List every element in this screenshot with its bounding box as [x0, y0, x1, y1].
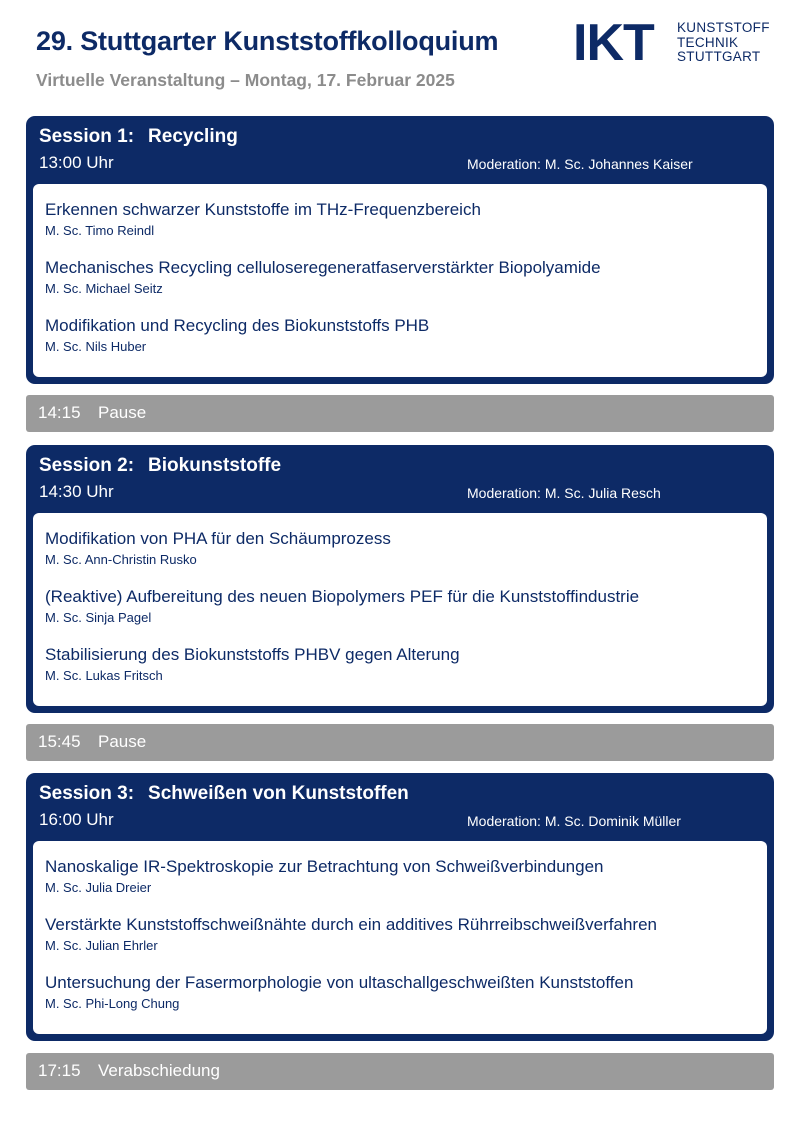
logo-line: TECHNIK	[677, 34, 739, 50]
break-time: 14:15	[38, 403, 81, 422]
talk-item	[45, 200, 481, 238]
talk-speaker: M. Sc. Julia Dreier	[45, 880, 152, 895]
talk-item	[45, 316, 429, 354]
talk-list	[33, 184, 767, 377]
talk-item	[45, 587, 639, 625]
talk-item	[45, 529, 391, 567]
talk-item	[45, 915, 657, 953]
talk-title: Mechanisches Recycling celluloseregeneratfaserverstärkter Biopolyamide	[45, 258, 601, 277]
talk-speaker: M. Sc. Timo Reindl	[45, 223, 155, 238]
talk-title: Erkennen schwarzer Kunststoffe im THz-Frequenzbereich	[45, 200, 481, 219]
logo-mark: IKT	[573, 14, 654, 72]
talk-title: Stabilisierung des Biokunststoffs PHBV gegen Alterung	[45, 645, 460, 664]
session-name: Schweißen von Kunststoffen	[148, 783, 409, 804]
session-header	[26, 773, 774, 841]
session-label: Session 2: Biokunststoffe	[39, 455, 282, 476]
session-time: 16:00 Uhr	[39, 810, 114, 829]
break-time: 15:45	[38, 732, 81, 751]
session-1	[26, 116, 774, 384]
session-2	[26, 445, 774, 713]
logo-line: STUTTGART	[677, 49, 761, 64]
talk-speaker: M. Sc. Nils Huber	[45, 339, 147, 354]
talk-item	[45, 857, 603, 895]
session-label: Session 3: Schweißen von Kunststoffen	[39, 783, 409, 804]
page-title: 29. Stuttgarter Kunststoffkolloquium	[36, 26, 499, 56]
talk-list	[33, 513, 767, 706]
session-time: 13:00 Uhr	[39, 153, 114, 172]
talk-title: Nanoskalige IR-Spektroskopie zur Betrachtung von Schweißverbindungen	[45, 857, 604, 876]
logo-text	[677, 21, 770, 65]
session-moderation: Moderation: M. Sc. Johannes Kaiser	[467, 156, 693, 172]
talk-title: (Reaktive) Aufbereitung des neuen Biopolymers PEF für die Kunststoffindustrie	[45, 587, 640, 606]
break-label: Verabschiedung	[98, 1061, 220, 1080]
break-label: Pause	[98, 403, 147, 422]
break-bar	[26, 1053, 774, 1090]
break-bar	[26, 395, 774, 432]
talk-title: Verstärkte Kunststoffschweißnähte durch ein additives Rührreibschweißverfahren	[45, 915, 657, 934]
talk-speaker: M. Sc. Lukas Fritsch	[45, 668, 163, 683]
talk-speaker: M. Sc. Michael Seitz	[45, 281, 163, 296]
talk-item	[45, 258, 601, 296]
talk-speaker: M. Sc. Julian Ehrler	[45, 938, 158, 953]
break-label: Pause	[98, 732, 147, 751]
break-time: 17:15	[38, 1061, 81, 1080]
page-subtitle: Virtuelle Veranstaltung – Montag, 17. Februar 2025	[36, 70, 455, 90]
session-header	[26, 116, 774, 184]
session-name: Biokunststoffe	[148, 455, 282, 476]
session-moderation: Moderation: M. Sc. Dominik Müller	[467, 813, 681, 829]
session-label: Session 1: Recycling	[39, 126, 238, 147]
break-bar	[26, 724, 774, 761]
session-3	[26, 773, 774, 1041]
talk-speaker: M. Sc. Phi-Long Chung	[45, 996, 180, 1011]
talk-title: Modifikation und Recycling des Biokunststoffs PHB	[45, 316, 430, 335]
talk-speaker: M. Sc. Sinja Pagel	[45, 610, 152, 625]
session-moderation: Moderation: M. Sc. Julia Resch	[467, 485, 661, 501]
logo-line: KUNSTSTOFF	[677, 20, 770, 35]
ikt-logo	[573, 14, 788, 72]
session-header	[26, 445, 774, 513]
session-time: 14:30 Uhr	[39, 482, 114, 501]
session-name: Recycling	[148, 126, 238, 147]
talk-title: Modifikation von PHA für den Schäumprozess	[45, 529, 391, 548]
talk-item	[45, 973, 633, 1011]
talk-title: Untersuchung der Fasermorphologie von ultaschallgeschweißten Kunststoffen	[45, 973, 634, 992]
talk-item	[45, 645, 460, 683]
talk-speaker: M. Sc. Ann-Christin Rusko	[45, 552, 197, 567]
talk-list	[33, 841, 767, 1034]
